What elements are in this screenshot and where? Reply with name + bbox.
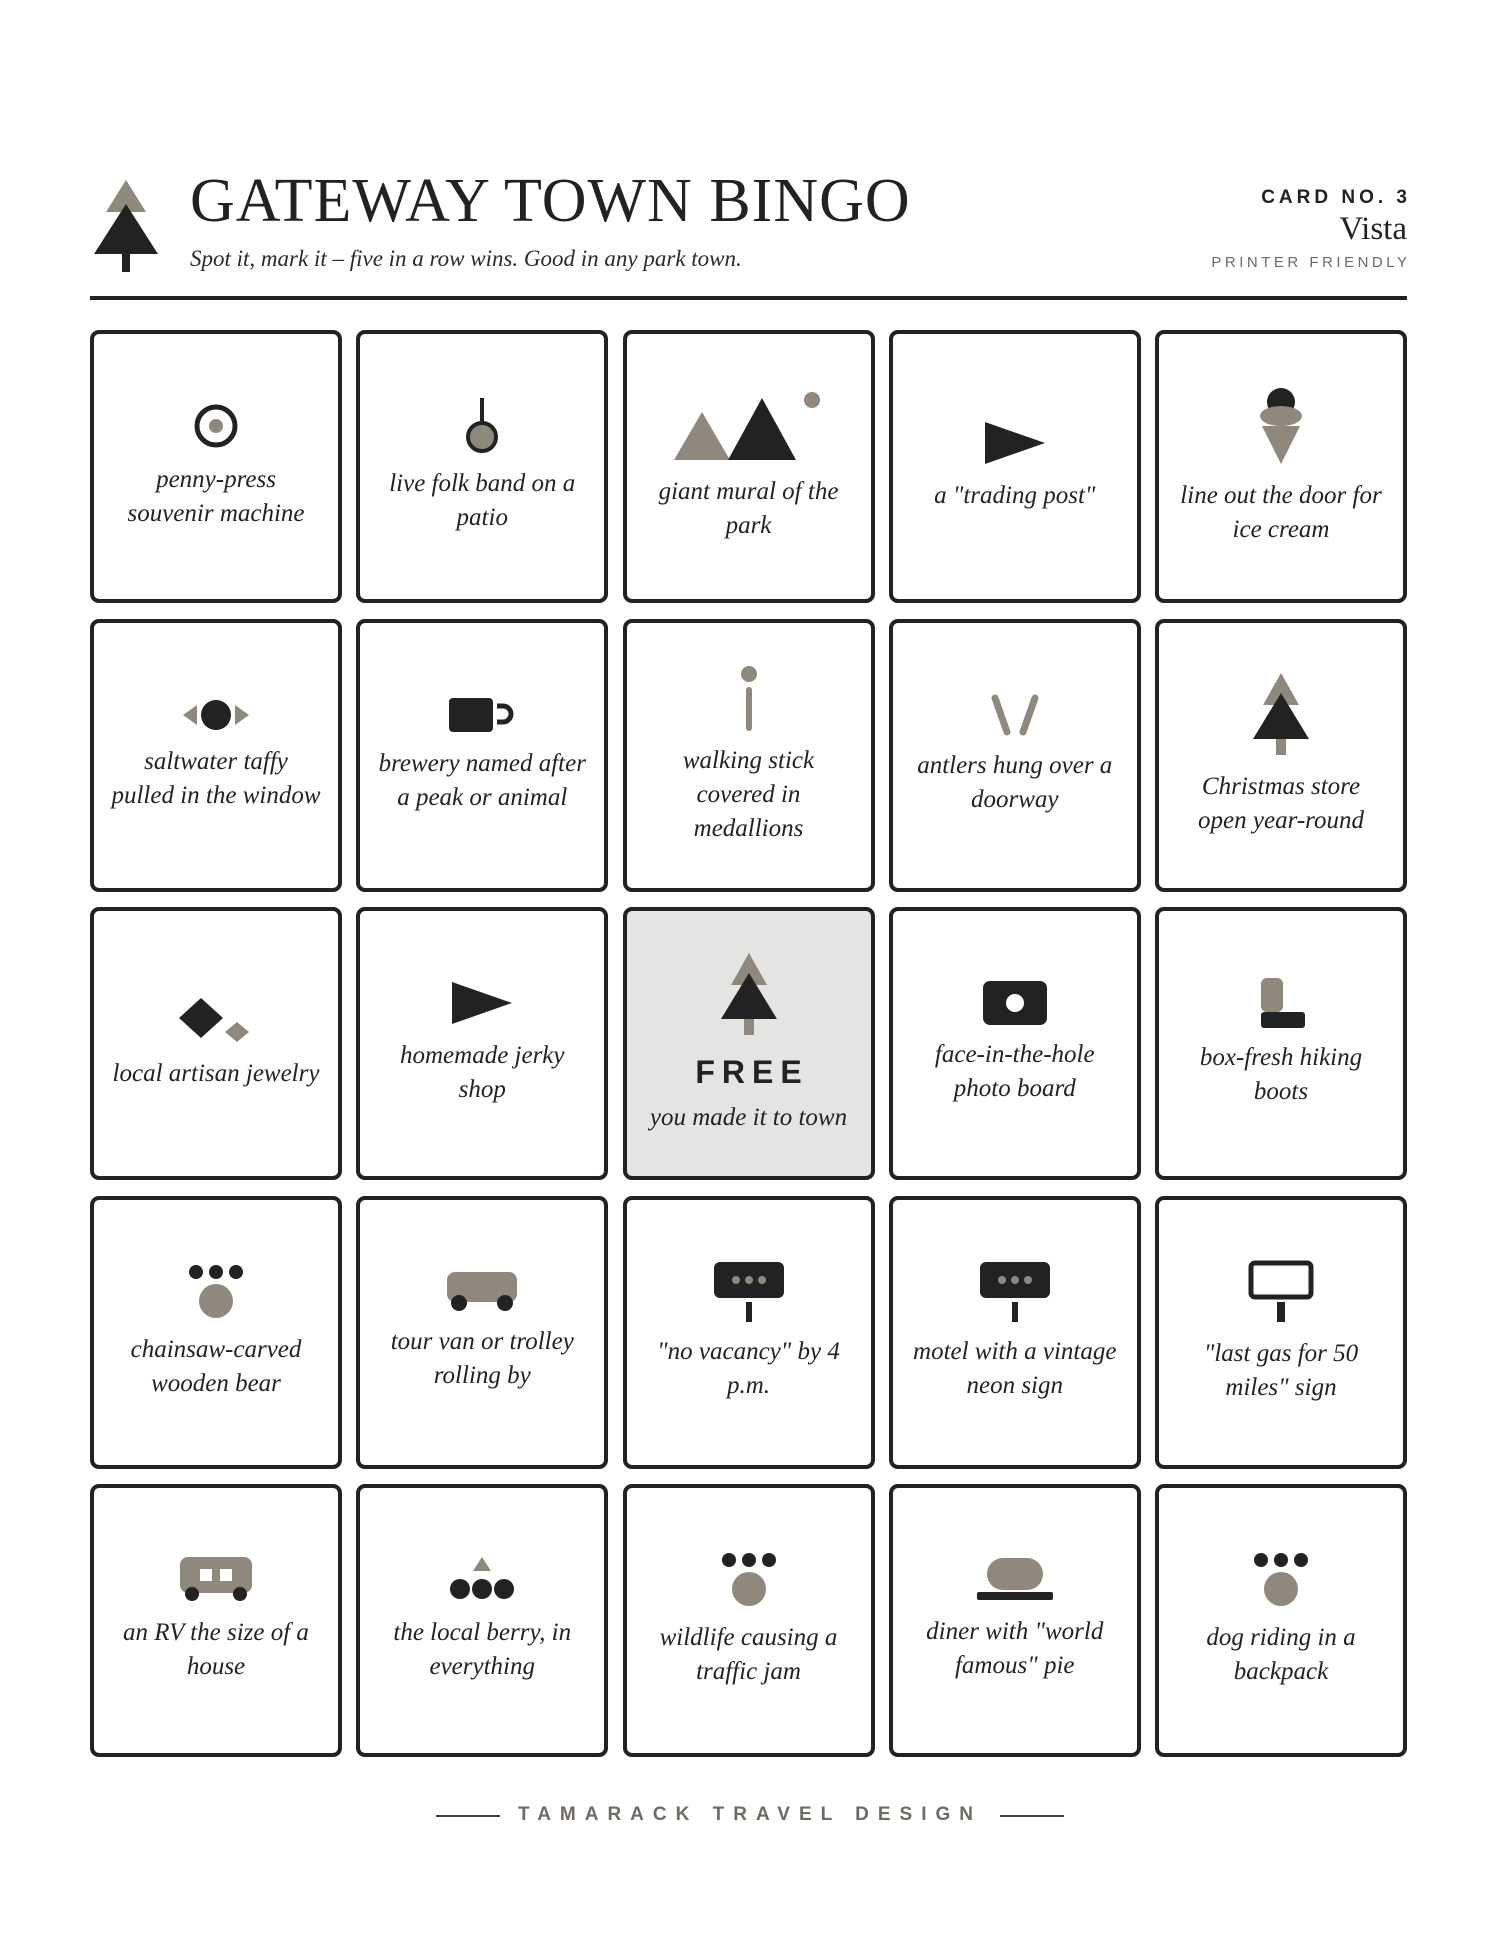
cell-label: local artisan jewelry — [112, 1060, 320, 1087]
bingo-cell[interactable] — [1155, 1484, 1407, 1757]
cell-label: line out the door for ice cream — [1180, 482, 1382, 543]
cell-label: "no vacancy" by 4 p.m. — [657, 1337, 840, 1399]
card-number: CARD NO. 3 — [1261, 187, 1411, 208]
cell-label: tour van or trolley rolling by — [390, 1327, 574, 1389]
cell-label: you made it to town — [649, 1103, 848, 1131]
card-meta — [1047, 187, 1411, 272]
cell-label: diner with "world famous" pie — [926, 1618, 1104, 1679]
bingo-cell[interactable] — [889, 907, 1141, 1180]
bingo-cell[interactable] — [90, 619, 342, 892]
bingo-cell[interactable] — [623, 1484, 875, 1757]
paw-print-icon — [719, 1552, 779, 1613]
cell-label: homemade jerky shop — [399, 1042, 565, 1103]
footer-rule-right — [1000, 1815, 1064, 1817]
header — [90, 160, 1411, 300]
bingo-cell[interactable] — [623, 330, 875, 603]
bingo-cell-free[interactable] — [623, 907, 875, 1180]
cell-label: antlers hung over a doorway — [917, 751, 1113, 813]
bingo-cell[interactable] — [623, 619, 875, 892]
cell-label: walking stick covered in medallions — [682, 746, 815, 842]
cell-label: dog riding in a backpack — [1206, 1624, 1356, 1685]
bingo-cell[interactable] — [889, 1484, 1141, 1757]
cell-label: wildlife causing a traffic jam — [659, 1624, 838, 1685]
card-edition: Vista — [1339, 211, 1407, 247]
bingo-cell[interactable] — [90, 1484, 342, 1757]
ice-cream-icon — [1258, 386, 1304, 471]
header-divider — [90, 296, 1407, 300]
outline-sign-icon — [1248, 1260, 1314, 1329]
pennant-icon — [450, 980, 514, 1031]
dark-sign-icon — [714, 1262, 784, 1327]
cell-label: box-fresh hiking boots — [1199, 1044, 1363, 1105]
cell-label: an RV the size of a house — [123, 1619, 309, 1680]
bingo-cell[interactable] — [623, 1196, 875, 1469]
cell-label: "last gas for 50 miles" sign — [1203, 1339, 1359, 1401]
cell-label: brewery named after a peak or animal — [378, 749, 586, 811]
cell-label: penny-press souvenir machine — [127, 466, 305, 527]
walking-stick-icon — [737, 665, 761, 736]
bingo-cell[interactable] — [356, 1196, 608, 1469]
paw-print-icon — [186, 1264, 246, 1325]
bingo-cell[interactable] — [90, 1196, 342, 1469]
cell-label: chainsaw-carved wooden bear — [130, 1335, 302, 1397]
pine-tree-icon — [94, 180, 158, 272]
bingo-cell[interactable] — [356, 619, 608, 892]
bingo-cell[interactable] — [356, 907, 608, 1180]
candy-icon — [183, 698, 249, 737]
bingo-cell[interactable] — [889, 1196, 1141, 1469]
cell-label: a "trading post" — [934, 482, 1096, 509]
bingo-cell[interactable] — [356, 1484, 608, 1757]
antlers-icon — [990, 694, 1040, 741]
paw-print-icon — [1251, 1552, 1311, 1613]
photo-board-icon — [983, 981, 1047, 1030]
bingo-cell[interactable] — [889, 619, 1141, 892]
cell-label: giant mural of the park — [658, 478, 839, 539]
bingo-grid — [90, 330, 1407, 1757]
page-title: GATEWAY TOWN BINGO — [190, 167, 911, 235]
cell-label: the local berry, in everything — [393, 1619, 572, 1680]
cell-label: live folk band on a patio — [389, 470, 576, 531]
footer-credit: TAMARACK TRAVEL DESIGN — [518, 1804, 982, 1825]
bingo-cell[interactable] — [1155, 1196, 1407, 1469]
pie-icon — [977, 1558, 1053, 1607]
gems-icon — [179, 996, 253, 1049]
bingo-cell[interactable] — [90, 907, 342, 1180]
berries-icon — [449, 1557, 515, 1608]
cell-label: saltwater taffy pulled in the window — [111, 747, 321, 809]
footer-rule-left — [436, 1815, 500, 1817]
trolley-icon — [445, 1272, 519, 1317]
cell-label: face-in-the-hole photo board — [934, 1041, 1095, 1102]
dark-sign-icon — [980, 1262, 1050, 1327]
pine-tree-icon — [719, 953, 779, 1042]
pennant-icon — [983, 420, 1047, 471]
bingo-cell[interactable] — [1155, 907, 1407, 1180]
mug-icon — [449, 696, 515, 739]
bingo-cell[interactable] — [1155, 330, 1407, 603]
free-space-label: FREE — [695, 1053, 809, 1090]
target-icon — [192, 402, 240, 455]
pendant-icon — [462, 398, 502, 459]
page-subtitle: Spot it, mark it – five in a row wins. Good in any park town. — [190, 246, 742, 271]
rv-icon — [178, 1557, 254, 1608]
bingo-cell[interactable] — [889, 330, 1141, 603]
cell-label: motel with a vintage neon sign — [913, 1337, 1117, 1399]
bingo-cell[interactable] — [1155, 619, 1407, 892]
pine-tree-icon — [1251, 673, 1311, 762]
cell-label: Christmas store open year-round — [1198, 772, 1364, 834]
bingo-cell[interactable] — [90, 330, 342, 603]
mountains-icon — [674, 390, 824, 467]
boot-icon — [1257, 978, 1305, 1033]
footer — [0, 1800, 1500, 1830]
printer-friendly-note: PRINTER FRIENDLY — [1211, 254, 1411, 272]
bingo-cell[interactable] — [356, 330, 608, 603]
